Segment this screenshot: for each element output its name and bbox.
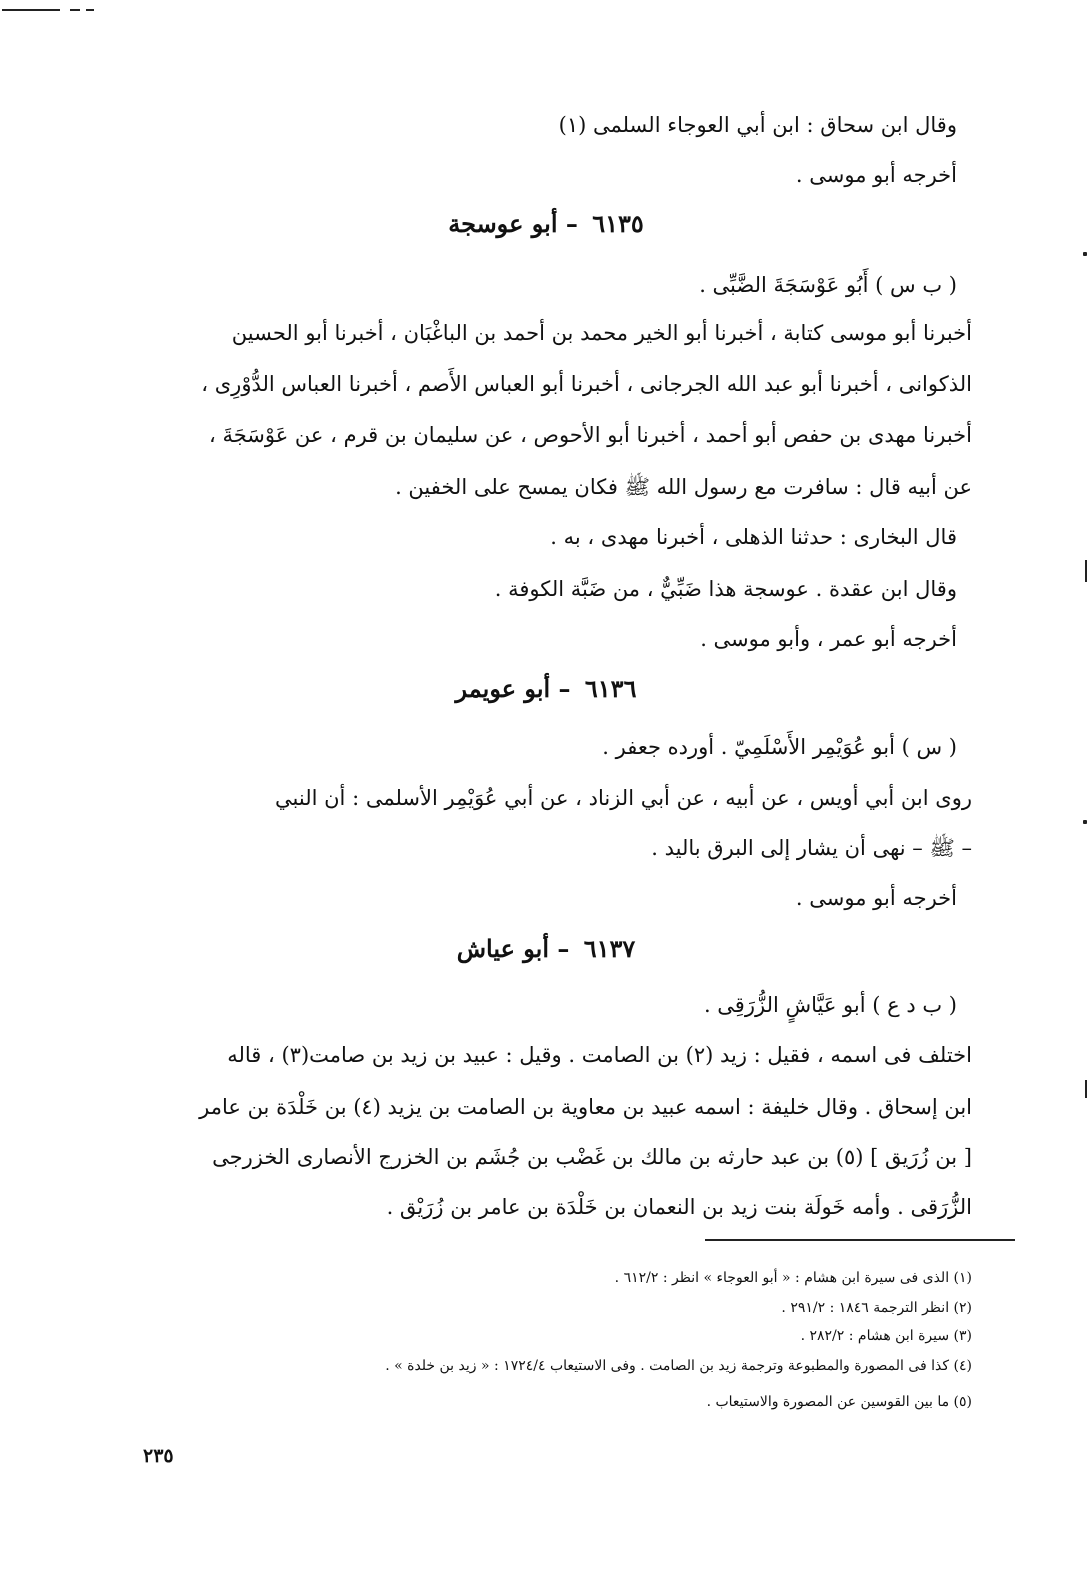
text-line: ابن إسحاق . وقال خليفة : اسمه عبيد بن معاوية بن الصامت بن يزيد (٤) بن خَلْدَة بن عامر	[199, 1095, 972, 1119]
scan-line-mark	[86, 9, 94, 11]
text-line: أخبرنا أبو موسى كتابة ، أخبرنا أبو الخير محمد بن أحمد بن الباغْبَان ، أخبرنا أبو الحسين	[231, 321, 972, 345]
text-line: الزُّرَقى . وأمه خَولَة بنت زيد بن النعمان بن خَلْدَة بن عامر بن زُرَيْق .	[386, 1195, 972, 1219]
text-line: روى ابن أبي أويس ، عن أبيه ، عن أبي الزناد ، عن أبي عُوَيْمِر الأسلمى : أن النبي	[275, 786, 972, 810]
heading-dash: –	[557, 934, 570, 963]
entry-number: ٦١٣٥	[592, 209, 644, 238]
entry-number: ٦١٣٦	[584, 674, 637, 703]
text-line: أخرجه أبو عمر ، وأبو موسى .	[700, 627, 957, 651]
text-line: اختلف فى اسمه ، فقيل : زيد (٢) بن الصامت . وقيل : عبيد بن زيد بن صامت(٣) ، قاله	[227, 1043, 972, 1067]
footnote: (١) الذى فى سيرة ابن هشام : « أبو العوجاء » انظر : ٦١٢/٢ .	[614, 1270, 972, 1286]
footnote-rule	[705, 1239, 1015, 1241]
entry-heading	[0, 208, 1092, 240]
footnote: (٢) انظر الترجمة ١٨٤٦ : ٢٩١/٢ .	[781, 1300, 972, 1316]
text-line: وقال ابن سحاق : ابن أبي العوجاء السلمى (١)	[558, 113, 957, 137]
text-line: ( ب د ع ) أبو عَيَّاشٍ الزُّرَقِى .	[703, 993, 957, 1017]
entry-name: أبو عويمر	[455, 674, 551, 703]
margin-mark	[1083, 252, 1087, 256]
scan-line-mark	[70, 9, 80, 11]
text-line: الذكوانى ، أخبرنا أبو عبد الله الجرجانى ، أخبرنا أبو العباس الأَصم ، أخبرنا العباس الدُّوْرِى ،	[201, 372, 972, 396]
footnote: (٥) ما بين القوسين عن المصورة والاستيعاب .	[706, 1394, 972, 1410]
margin-mark	[1085, 1080, 1087, 1098]
text-line: عن أبيه قال : سافرت مع رسول الله ﷺ فكان يمسح على الخفين .	[395, 475, 972, 499]
footnote: (٣) سيرة ابن هشام : ٢٨٢/٢ .	[800, 1328, 972, 1344]
entry-number: ٦١٣٧	[583, 934, 636, 963]
heading-dash: –	[565, 209, 578, 238]
footnote: (٤) كذا فى المصورة والمطبوعة وترجمة زيد بن الصامت . وفى الاستيعاب ١٧٢٤/٤ : « زيد بن خلدة » .	[385, 1358, 972, 1374]
text-line: قال البخارى : حدثنا الذهلى ، أخبرنا مهدى ، به .	[550, 525, 957, 549]
text-line: أخرجه أبو موسى .	[795, 163, 957, 187]
entry-name: أبو عياش	[456, 934, 549, 963]
text-line: وقال ابن عقدة . عوسجة هذا ضَبِّيٌّ ، من ضَبَّة الكوفة .	[494, 577, 957, 601]
text-line: أخبرنا مهدى بن حفص أبو أحمد ، أخبرنا أبو الأحوص ، عن سليمان بن قرم ، عن عَوْسَجَةَ ،	[209, 423, 972, 447]
text-line: ( ب س ) أَبُو عَوْسَجَةَ الضَّبِّى .	[699, 273, 957, 297]
scan-line-mark	[2, 9, 60, 11]
text-line: [ بن زُرَيق ] (٥) بن عبد حارثه بن مالك بن غَضْب بن جُشَم بن الخزرج الأنصارى الخزرجى	[212, 1145, 972, 1169]
text-line: ( س ) أبو عُوَيْمِر الأَسْلَمِيّ . أورده جعفر .	[602, 735, 957, 759]
entry-heading	[0, 933, 1092, 965]
entry-name: أبو عوسجة	[448, 209, 558, 238]
margin-mark	[1083, 820, 1087, 824]
page-number: ٢٣٥	[143, 1445, 174, 1467]
margin-mark	[1085, 560, 1087, 582]
heading-dash: –	[558, 674, 571, 703]
text-line: أخرجه أبو موسى .	[795, 886, 957, 910]
text-line: – ﷺ – نهى أن يشار إلى البرق باليد .	[651, 836, 972, 860]
entry-heading	[0, 673, 1092, 705]
